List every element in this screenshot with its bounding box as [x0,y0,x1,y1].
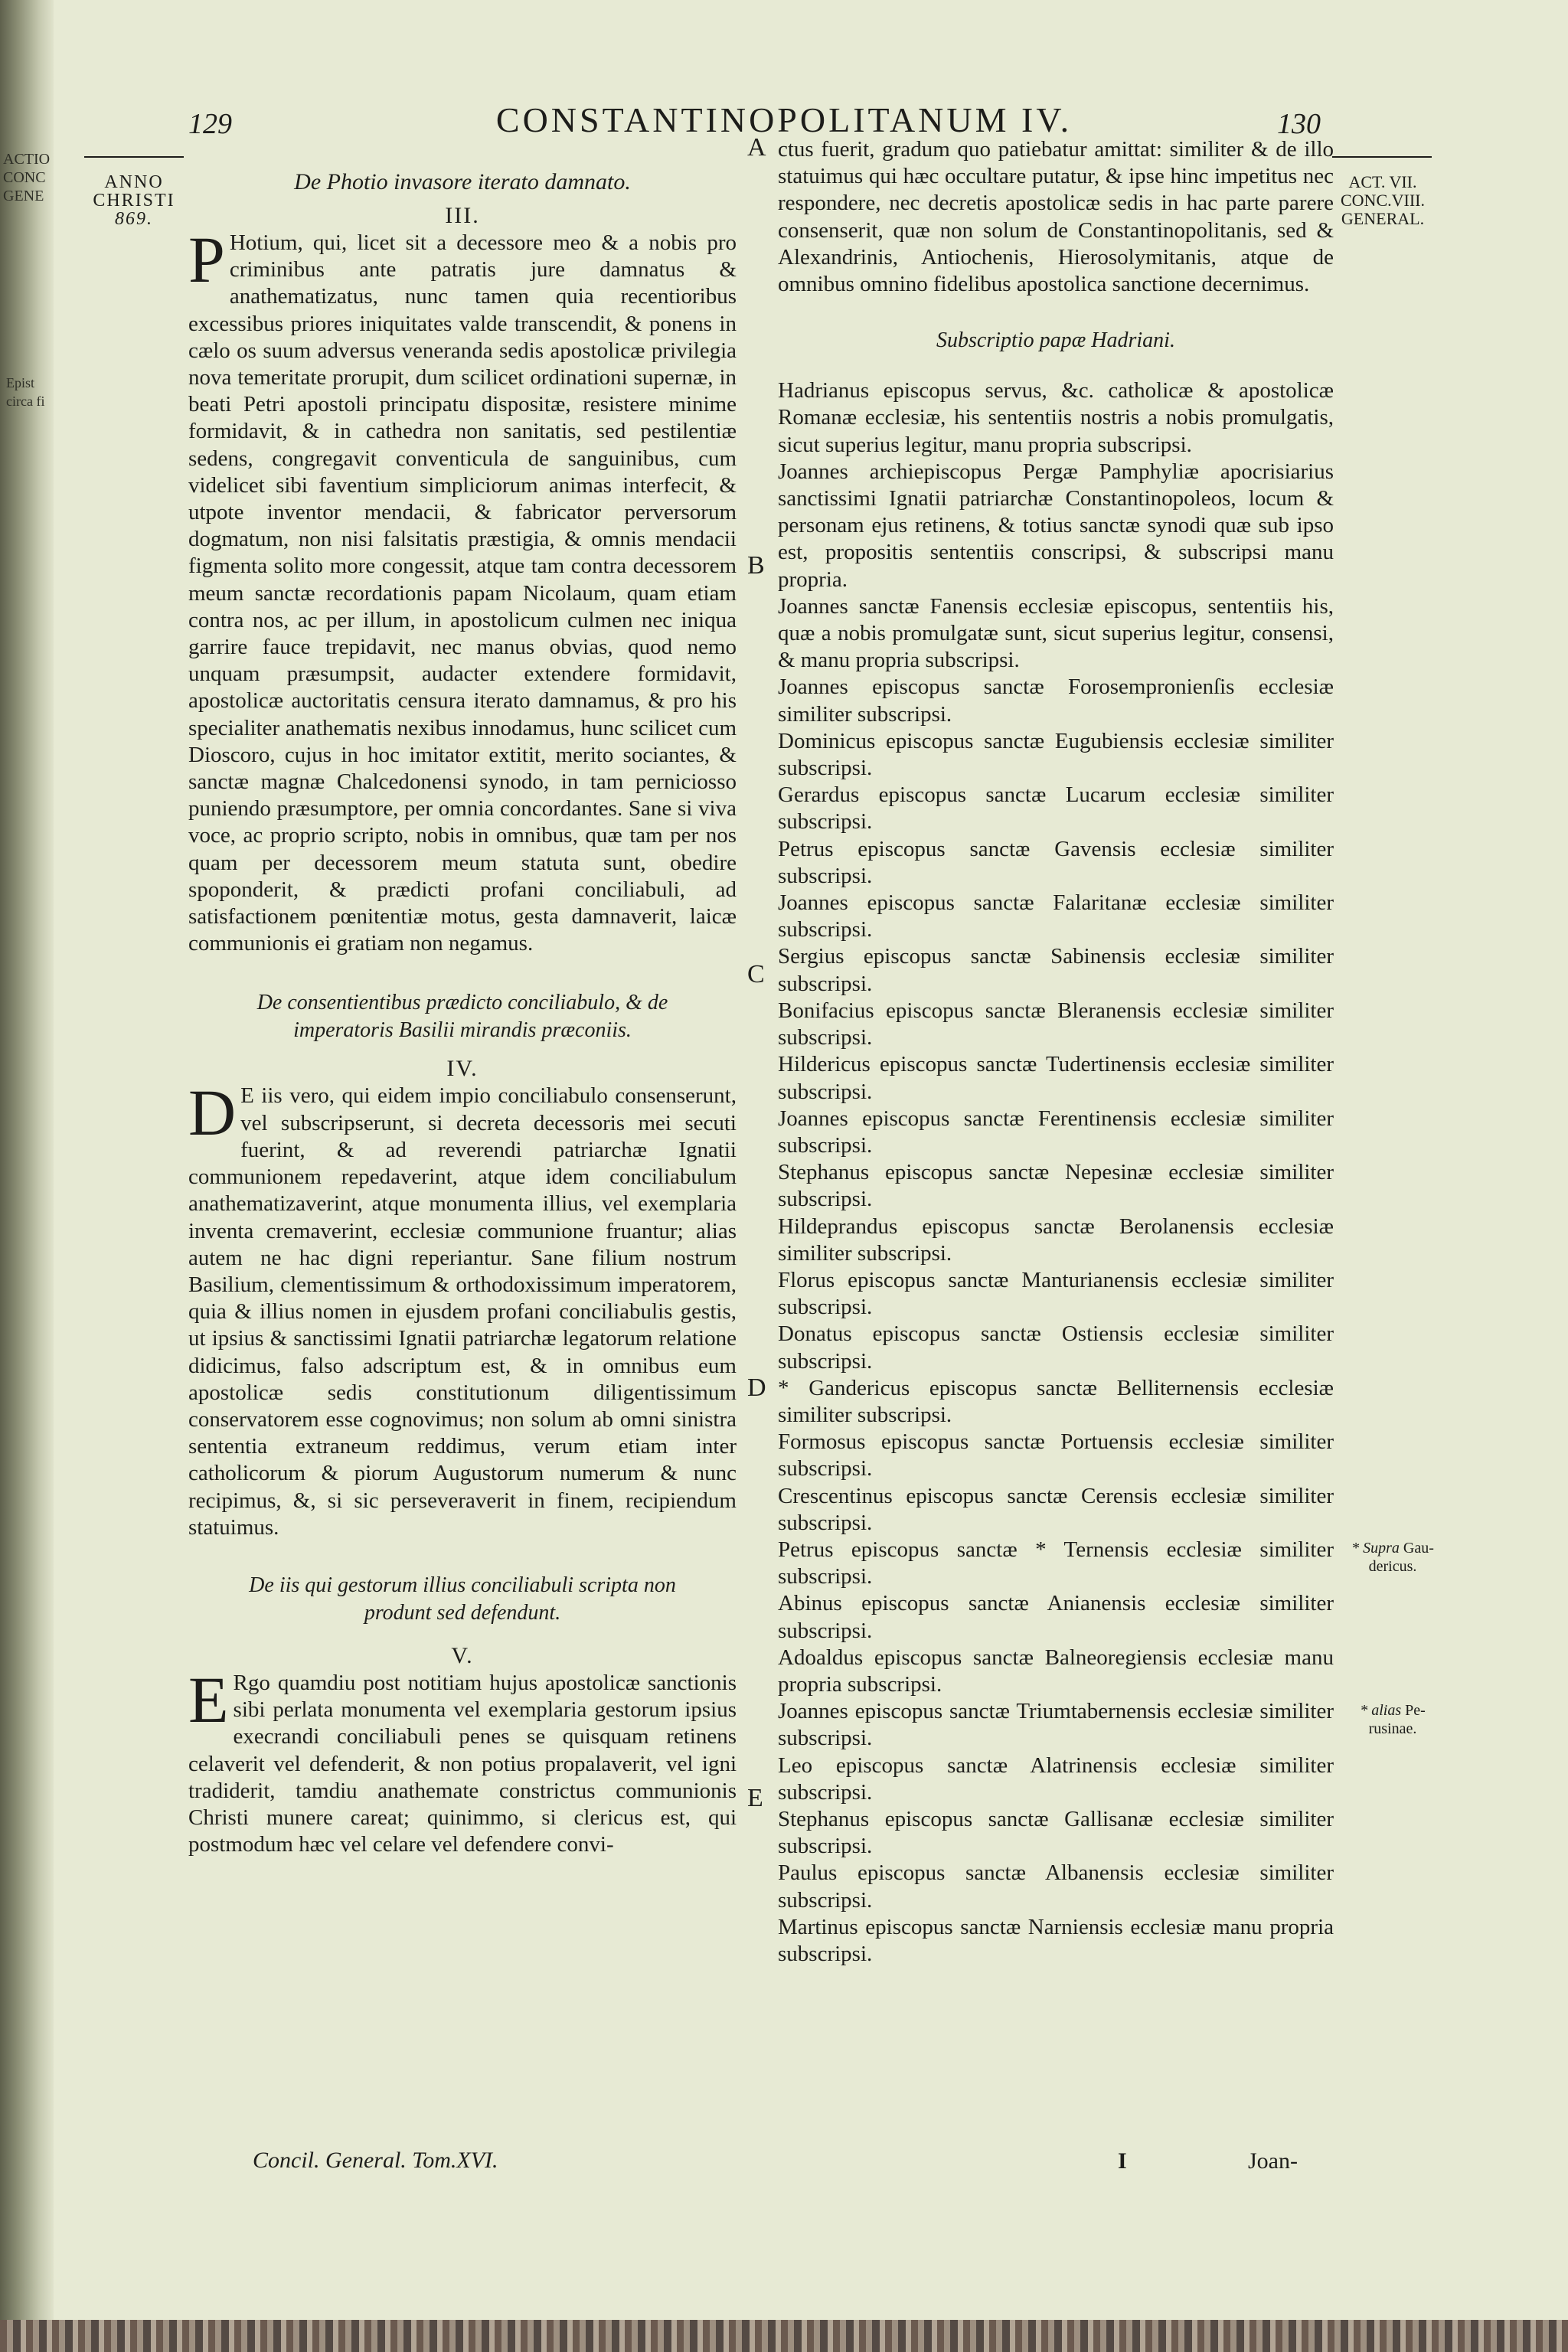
margin-rule-left [84,156,184,158]
paragraph-text: E iis vero, qui eidem impio conciliabulo consenserunt, vel subscripserunt, si decreta decessoris mei secuti fuerint, & ad reverendi patriarchæ Ignatii communionem repedaverint, atque idem conciliabulum anathematizaverint, atque monumenta illius, vel exemplaria inventa cremaverint, ecclesiæ communione fruantur; alias autem ne hac digni reperiantur. Sane filium nostrum Basilium, clementissimum & orthodoxissimum imperatorem, quia & illius nomen in ejusdem profani conciliabulis gestis, ut ipsius & sanctissimi Ignatii patriarchæ legatorum relatione didicimus, falso adscriptum est, & in omnibus eum apostolicæ sedis constitutionum diligentissimum conservatorem esse cognovimus; non solum ab omni sinistra sententia extraneum reddimus, verum etiam inter catholicorum & piorum Augustorum numerum & nunc recipimus, &, si sic perseveraverit in finem, recipiendum statuimus. [188,1083,737,1540]
subscription-entry: Abinus episcopus sanctæ Anianensis ecclesiæ similiter subscripsi. [778,1591,1334,1643]
subscription-entry: Joannes episcopus sanctæ Ferentinensis ecclesiæ similiter subscripsi. [778,1106,1334,1158]
note-text: Gau- [1403,1540,1434,1557]
subscription-entry: Joannes sanctæ Fanensis ecclesiæ episcopus, sententiis his, quæ a nobis promulgatæ sunt, sicut superius legitur, consensi, & manu propria subscripsi. [778,593,1334,673]
margin-act [1329,173,1436,228]
drop-cap: P [188,223,225,296]
book-spine [0,0,54,2352]
signature-mark: I [1118,2148,1127,2174]
paragraph-4 [188,1076,737,1540]
subscription-entry: Petrus episcopus sanctæ * Ternensis ecclesiæ similiter subscripsi. [778,1537,1334,1589]
margin-letter-e: E [747,1784,763,1812]
subscription-entry: Martinus episcopus sanctæ Narniensis ecclesiæ manu propria subscripsi. [778,1914,1334,1966]
margin-letter-b: B [747,551,765,580]
drop-cap: E [188,1662,229,1736]
conc-label: CONC.VIII. [1341,191,1425,210]
subscription-list [778,377,1334,1968]
subscription-entry: Petrus episcopus sanctæ Gavensis ecclesiæ similiter subscripsi. [778,836,1334,888]
subscription-entry: Donatus episcopus sanctæ Ostiensis ecclesiæ similiter subscripsi. [778,1321,1334,1374]
section-number-3: III. [445,203,480,228]
heading-line: De consentientibus prædicto conciliabulo, & de [256,991,668,1015]
spine-line: CONC [3,169,46,186]
spine-line: Epist [6,375,35,390]
note-text: * alias [1360,1702,1402,1719]
section-number-5: V. [451,1642,474,1668]
christi-label: CHRISTI [93,191,175,211]
margin-note-perusinae [1335,1701,1450,1738]
margin-letter-d: D [747,1374,766,1402]
margin-note-gaudericus [1335,1539,1450,1576]
margin-letter-a: A [747,133,766,162]
subscription-entry: Formosus episcopus sanctæ Portuensis ecclesiæ similiter subscripsi. [778,1429,1334,1481]
note-text: Pe- [1405,1702,1426,1719]
heading-line: De iis qui gestorum illius conciliabuli scripta non [249,1573,676,1597]
subscription-entry: Florus episcopus sanctæ Manturianensis ecclesiæ similiter subscripsi. [778,1267,1334,1320]
drop-cap: D [188,1076,237,1150]
right-column [778,136,1334,1968]
paragraph-continued: ctus fuerit, gradum quo patiebatur amittat: similiter & de illo statuimus qui hæc occultare putatur, & ipse hinc impetitus nec respondere, nec decretis apostolicæ sedis in hac parte parere consenserit, quæ non solum de Constantinopolitanis, sed & Alexandrinis, Antiochenis, Hierosolymitanis, atque de omnibus omnino fidelibus apostolica sanctione decernimus. [778,137,1334,297]
subscription-entry: Hadrianus episcopus servus, &c. catholicæ & apostolicæ Romanæ ecclesiæ, his sententiis nostris a nobis promulgatis, sicut superius legitur, manu propria subscripsi. [778,378,1334,457]
note-text: * Supra [1351,1540,1400,1557]
paragraph-5 [188,1662,737,1858]
heading-line: imperatoris Basilii mirandis præconiis. [293,1018,632,1043]
margin-anno [84,173,184,228]
heading-line: produnt sed defendunt. [364,1600,561,1625]
heading-gestorum [188,1572,737,1627]
subscription-entry: Stephanus episcopus sanctæ Gallisanæ ecclesiæ similiter subscripsi. [778,1806,1334,1859]
subscription-entry: Adoaldus episcopus sanctæ Balneoregiensis ecclesiæ manu propria subscripsi. [778,1645,1334,1697]
spine-line: GENE [3,188,44,204]
subscription-entry: Joannes archiepiscopus Pergæ Pamphyliæ apocrisiarius sanctissimi Ignatii patriarchæ Constantinopoleos, locum & personam ejus retinens, & totius sanctæ synodi quæ sub ipso est, propositis sententiis conscripsi, & subscripsi manu propria. [778,459,1334,592]
left-column [188,168,737,1858]
subscription-entry: Stephanus episcopus sanctæ Nepesinæ ecclesiæ similiter subscripsi. [778,1160,1334,1212]
footer-signature: Concil. General. Tom.XVI. [253,2148,498,2173]
subscription-entry: * Gandericus episcopus sanctæ Belliternensis ecclesiæ similiter subscripsi. [778,1375,1334,1427]
subscription-entry: Joannes episcopus sanctæ Triumtabernensis ecclesiæ similiter subscripsi. [778,1699,1334,1751]
spine-line: ACTIO [3,151,51,168]
margin-rule-right [1332,156,1432,158]
subscription-entry: Hildeprandus episcopus sanctæ Berolanensis ecclesiæ similiter subscripsi. [778,1214,1334,1266]
heading-subscriptio: Subscriptio papæ Hadriani. [936,328,1175,353]
heading-photio: De Photio invasore iterato damnato. [294,169,631,194]
catchword: Joan- [1248,2148,1298,2174]
subscription-entry: Bonifacius episcopus sanctæ Bleranensis ecclesiæ similiter subscripsi. [778,998,1334,1050]
page-number-left: 129 [188,108,232,140]
paragraph-3 [188,223,737,957]
paragraph-text: Hotium, qui, licet sit a decessore meo & a nobis pro criminibus ante patratis jure damnatus & anathematizatus, nunc tamen quia recentioribus excessibus priores iniquitates valde transcendit, & ponens in cælo os suum adversus veneranda sedis apostolicæ privilegia nova temeritate prorupit, dum scilicet ordinationi supernæ, in beati Petri apostoli principatu dispositæ, resistere minime formidavit, & in cathedra non sanitatis, sed pestilentiæ sedens, congregavit conventicula de sanguinibus, cum videlicet sibi faventium simpliciorum animas interfecit, & utpote inventor mendacii, & fabricator perversorum dogmatum, non nisi falsitatis præstigia, & omnis mendacii figmenta solito more congessit, atque tam contra decessorem meum sanctæ recordationis papam Nicolaum, quam etiam contra nos, ac per illum, in apostolicum culmen nec iniqua garrire fauce trepidavit, nec manus obvias, quod nemo unquam præsumpsit, audacter extendere formidavit, apostolicæ auctoritatis censura iterato damnamus, & pro his specialiter anathematis nexibus innodamus, hunc scilicet cum Dioscoro, cujus in hoc imitator extitit, merito sociantes, & sanctæ magnæ Chalcedonensi synodo, in tam perniciosso puniendo præsumptore, per omnia concordantes. Sane si viva voce, ac proprio scripto, nobis in omnibus, quæ tam per nos quam per decessorem meum statuta sunt, obedire spoponderit, & prædicti profani conciliabuli, ad satisfactionem pœnitentiæ motus, gesta damnaverit, laicæ communionis ei gratiam non negamus. [188,230,737,956]
act-label: ACT. VII. [1348,172,1417,191]
spine-text [3,150,50,205]
subscription-entry: Sergius episcopus sanctæ Sabinensis ecclesiæ similiter subscripsi. [778,944,1334,996]
page-number-right: 130 [1277,108,1321,140]
spine-text-lower [6,374,44,410]
subscription-entry: Joannes episcopus sanctæ Falaritanæ ecclesiæ similiter subscripsi. [778,890,1334,942]
subscription-entry: Leo episcopus sanctæ Alatrinensis ecclesiæ similiter subscripsi. [778,1753,1334,1805]
subscription-entry: Dominicus episcopus sanctæ Eugubiensis ecclesiæ similiter subscripsi. [778,728,1334,781]
general-label: GENERAL. [1341,209,1425,228]
note-text: dericus. [1368,1558,1417,1575]
year-label: 869. [115,209,153,229]
margin-letter-c: C [747,960,765,988]
subscription-entry: Joannes episcopus sanctæ Forosempronienſis ecclesiæ similiter subscripsi. [778,675,1334,727]
spine-line: circa fi [6,394,45,409]
note-text: rusinae. [1368,1720,1417,1737]
heading-consentientibus [188,989,737,1044]
subscription-entry: Gerardus episcopus sanctæ Lucarum ecclesiæ similiter subscripsi. [778,782,1334,835]
subscription-entry: Hildericus episcopus sanctæ Tudertinensis ecclesiæ similiter subscripsi. [778,1052,1334,1104]
bottom-edge [0,2320,1568,2352]
section-number-4: IV. [446,1056,479,1082]
paragraph-text: Rgo quamdiu post notitiam hujus apostolicæ sanctionis sibi perlata monumenta vel exemplaria gestorum ipsius execrandi conciliabuli penes se quisquam retinens celaverit vel defenderit, & non potius propalaverit, vel igni tradiderit, tamdiu anathemate constrictus communionis Christi munere careat; quinimmo, si clericus est, qui postmodum hæc vel celare vel defendere convi- [188,1670,737,1857]
anno-label: ANNO [104,172,164,192]
subscription-entry: Paulus episcopus sanctæ Albanensis ecclesiæ similiter subscripsi. [778,1860,1334,1913]
subscription-entry: Crescentinus episcopus sanctæ Cerensis ecclesiæ similiter subscripsi. [778,1483,1334,1535]
running-title: CONSTANTINOPOLITANUM IV. [495,100,1073,139]
